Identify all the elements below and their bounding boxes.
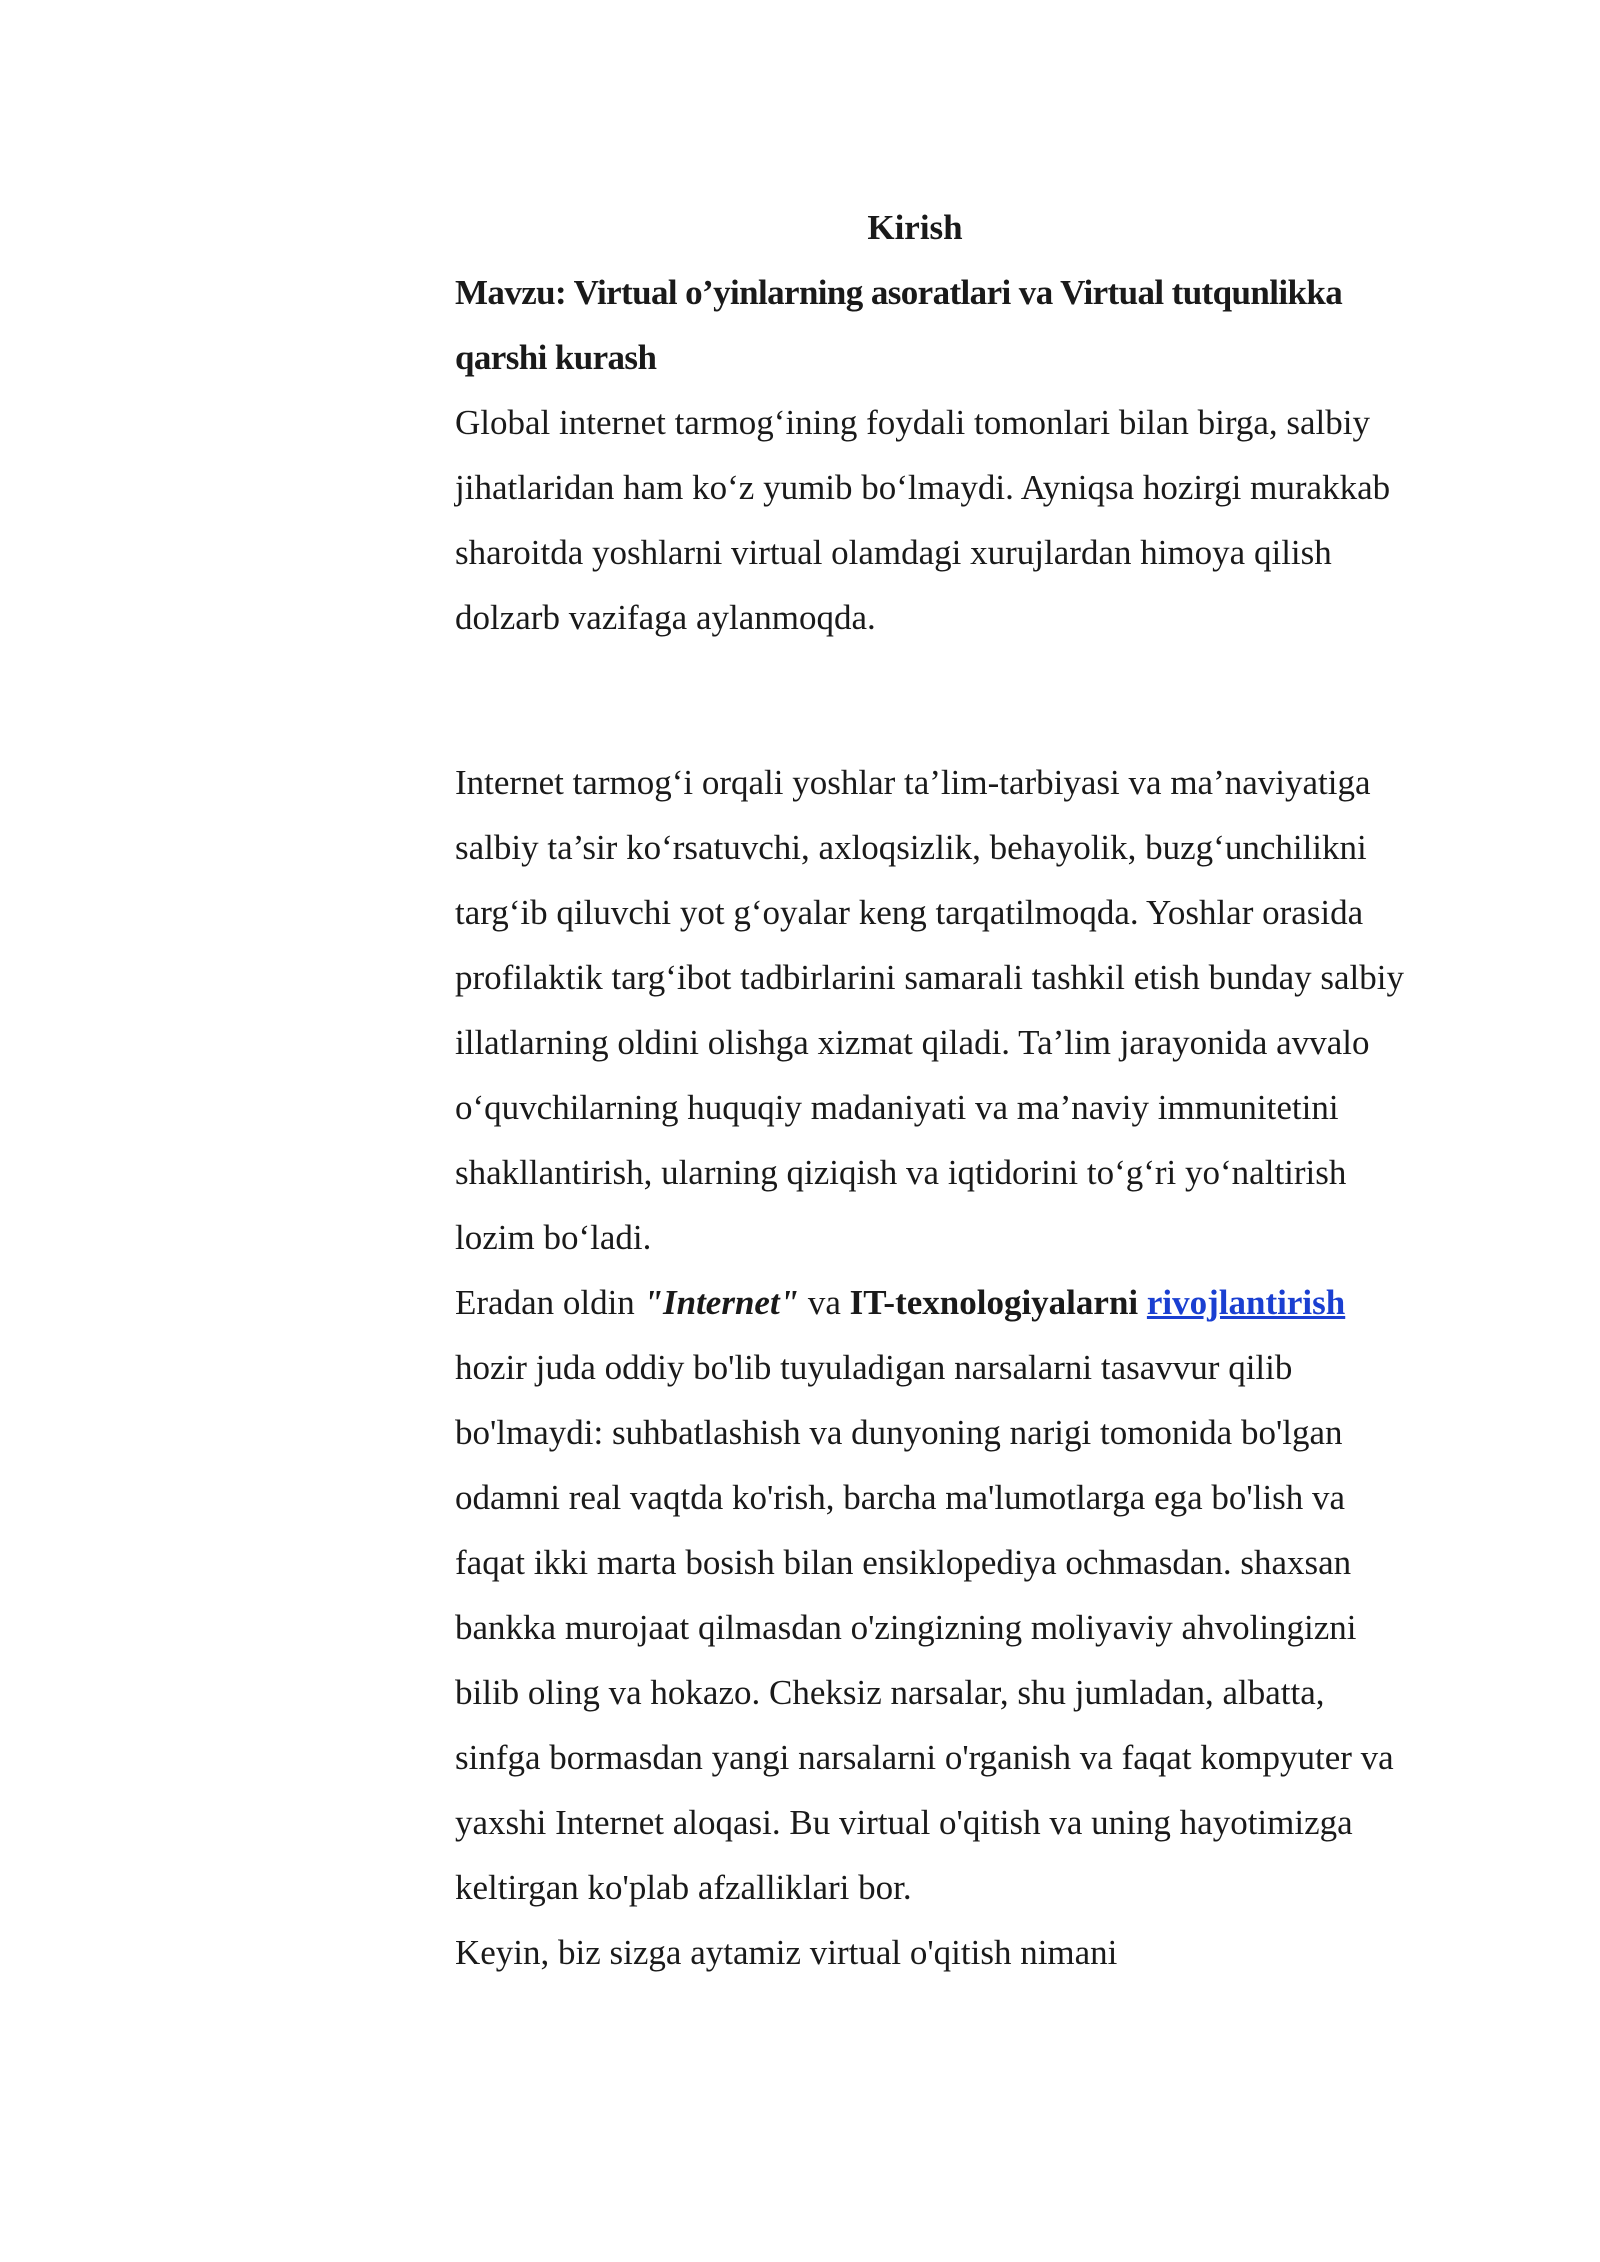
rivojlantirish-link[interactable]: rivojlantirish <box>1146 1283 1346 1322</box>
paragraph-intro: Global internet tarmog‘ining foydali tomonlari bilan birga, salbiy jihatlaridan ham ko‘z yumib bo‘lmaydi. Ayniqsa hozirgi murakkab sharoitda yoshlarni virtual olamdagi xurujlardan himoya qilish dolzarb vazifaga aylanmoqda. <box>455 403 1391 637</box>
topic-title: Mavzu: Virtual o’yinlarning asoratlari va Virtual tutqunlikka qarshi kurash <box>455 273 1343 377</box>
paragraph-spacer <box>455 650 1415 750</box>
internet-term: "Internet" <box>643 1283 800 1322</box>
paragraph-closing: Keyin, biz sizga aytamiz virtual o'qitish nimani <box>455 1933 1118 1972</box>
paragraph-virtual-learning <box>455 1270 1415 1920</box>
document-body <box>455 195 1415 1985</box>
it-technologies-term: IT-texnologiyalarni <box>849 1283 1139 1322</box>
document-heading: Kirish <box>867 208 963 247</box>
paragraph-text: hozir juda oddiy bo'lib tuyuladigan narsalarni tasavvur qilib bo'lmaydi: suhbatlashish va dunyoning narigi tomonida bo'lgan odamni real vaqtda ko'rish, barcha ma'lumotlarga ega bo'lish va faqat ikki marta bosish bilan ensiklopediya ochmasdan. shaxsan bankka murojaat qilmasdan o'zingizning moliyaviy ahvolingizni bilib oling va hokazo. Cheksiz narsalar, shu jumladan, albatta, sinfga bormasdan yangi narsalarni o'rganish va faqat kompyuter va yaxshi Internet aloqasi. Bu virtual o'qitish va uning hayotimizga keltirgan ko'plab afzalliklari bor. <box>455 1348 1394 1907</box>
paragraph-text: Eradan oldin <box>455 1283 644 1322</box>
paragraph-text <box>1138 1283 1147 1322</box>
paragraph-internet-risks: Internet tarmog‘i orqali yoshlar ta’lim-tarbiyasi va ma’naviyatiga salbiy ta’sir ko‘rsatuvchi, axloqsizlik, behayolik, buzg‘unchilikni targ‘ib qiluvchi yot g‘oyalar keng tarqatilmoqda. Yoshlar orasida profilaktik targ‘ibot tadbirlarini samarali tashkil etish bunday salbiy illatlarning oldini olishga xizmat qiladi. Ta’lim jarayonida avvalo o‘quvchilarning huquqiy madaniyati va ma’naviy immunitetini shakllantirish, ularning qiziqish va iqtidorini to‘g‘ri yo‘naltirish lozim bo‘ladi. <box>455 763 1404 1257</box>
paragraph-text: va <box>799 1283 850 1322</box>
